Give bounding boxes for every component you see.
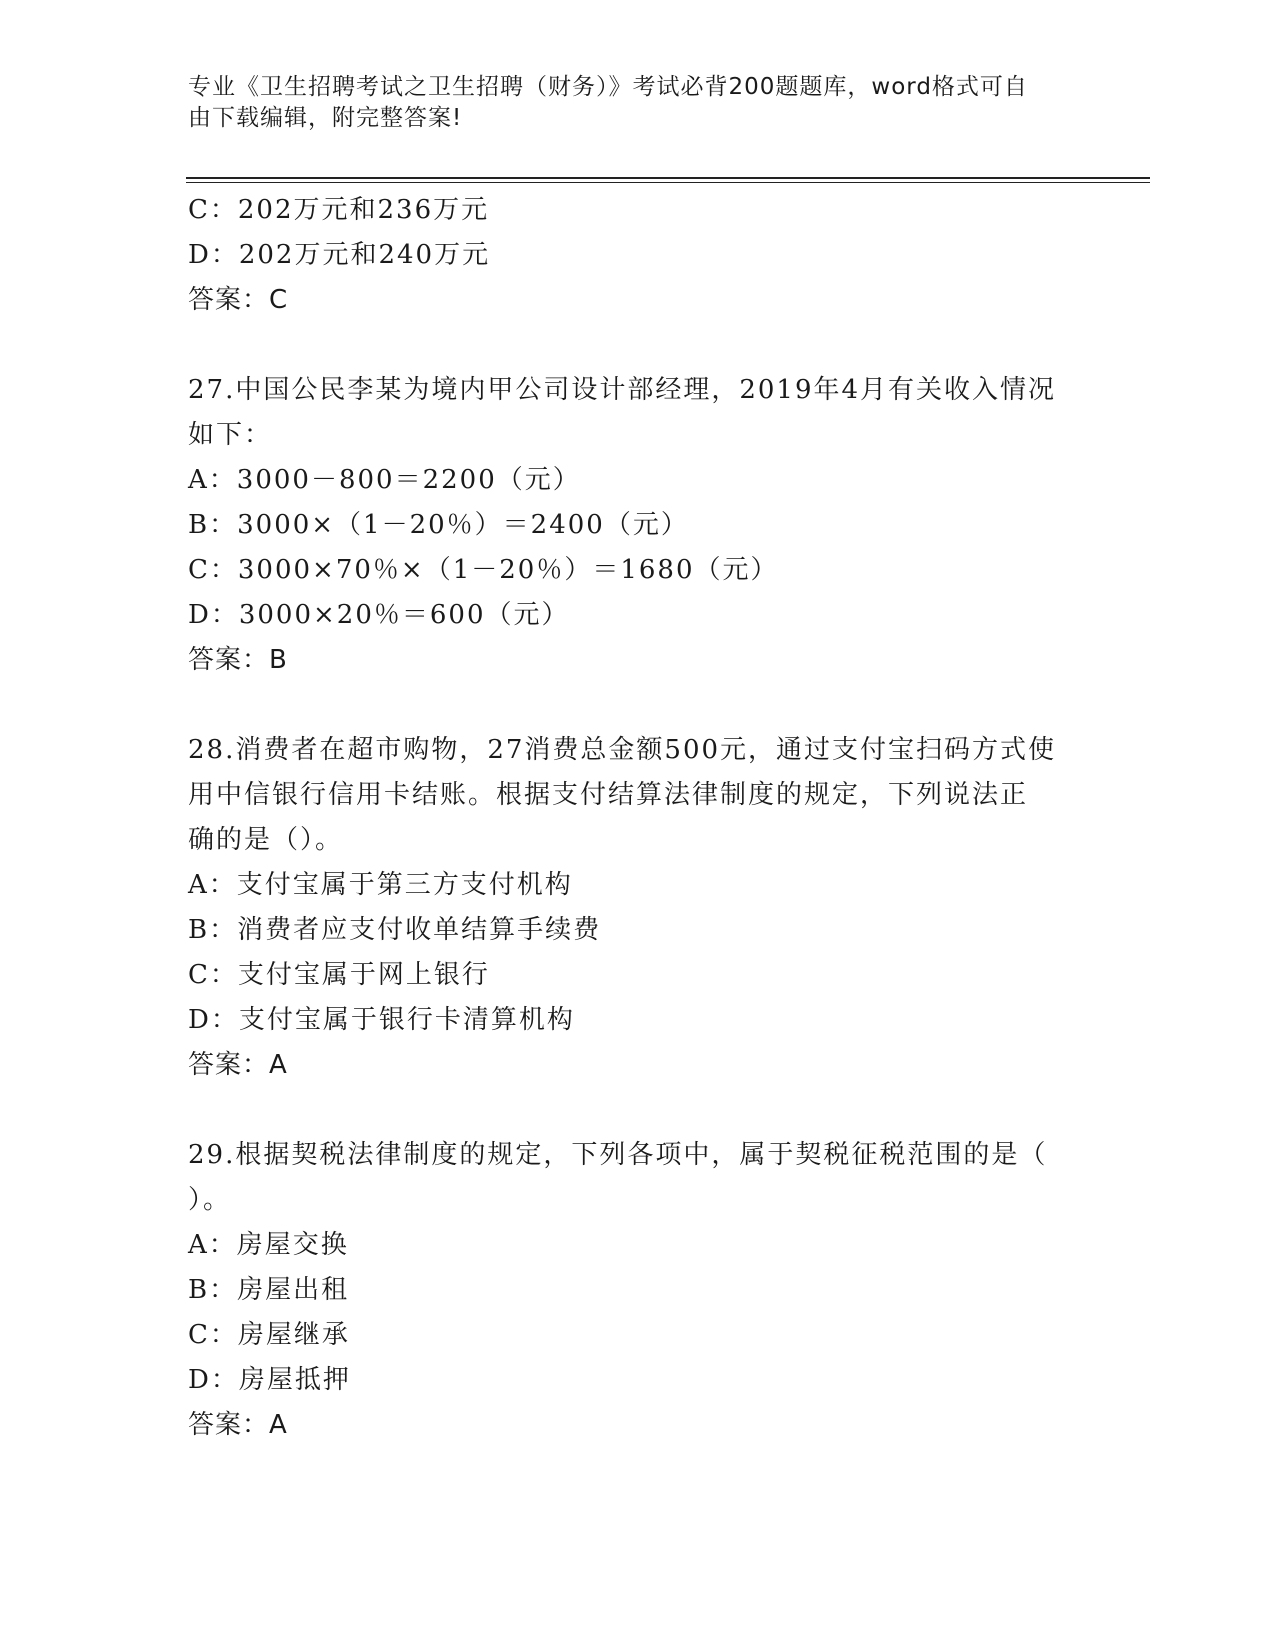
q27-option-d: D：3000×20％＝600（元） [188,600,570,630]
document-header [188,72,1068,134]
q29-stem-line-2: ）。 [188,1185,232,1215]
header-rule-thin [186,182,1150,183]
q28-stem-line-2: 用中信银行信用卡结账。根据支付结算法律制度的规定，下列说法正 [188,780,1029,810]
header-line-1: 专业《卫生招聘考试之卫生招聘（财务）》考试必背200题题库，word格式可自 [188,74,1028,100]
q28-option-d: D：支付宝属于银行卡清算机构 [188,1005,575,1035]
q27-option-b: B：3000×（1－20％）＝2400（元） [188,510,689,540]
q26-option-d: D：202万元和240万元 [188,240,491,270]
header-rule-thick [186,177,1150,179]
q29-option-d: D：房屋抵押 [188,1365,351,1395]
q28-answer: 答案：A [188,1050,288,1080]
q28-stem-line-1: 28.消费者在超市购物，27消费总金额500元，通过支付宝扫码方式使 [188,735,1057,765]
q28-stem-line-3: 确的是（）。 [188,825,344,855]
q27-option-a: A：3000－800＝2200（元） [188,465,581,495]
q27-answer: 答案：B [188,645,288,675]
q28-option-c: C：支付宝属于网上银行 [188,960,490,990]
q26-answer: 答案：C [188,285,289,315]
q28-option-b: B：消费者应支付收单结算手续费 [188,915,602,945]
q27-stem-line-2: 如下： [188,420,273,450]
q29-option-c: C：房屋继承 [188,1320,350,1350]
q29-answer: 答案：A [188,1410,288,1440]
q26-option-c: C：202万元和236万元 [188,195,490,225]
q29-option-b: B：房屋出租 [188,1275,350,1305]
q27-stem-line-1: 27.中国公民李某为境内甲公司设计部经理，2019年4月有关收入情况 [188,375,1057,405]
q29-option-a: A：房屋交换 [188,1230,349,1260]
q27-option-c: C：3000×70％×（1－20％）＝1680（元） [188,555,779,585]
header-line-2: 由下载编辑，附完整答案! [188,105,463,131]
q28-option-a: A：支付宝属于第三方支付机构 [188,870,573,900]
q29-stem-line-1: 29.根据契税法律制度的规定，下列各项中，属于契税征税范围的是（ [188,1140,1048,1170]
